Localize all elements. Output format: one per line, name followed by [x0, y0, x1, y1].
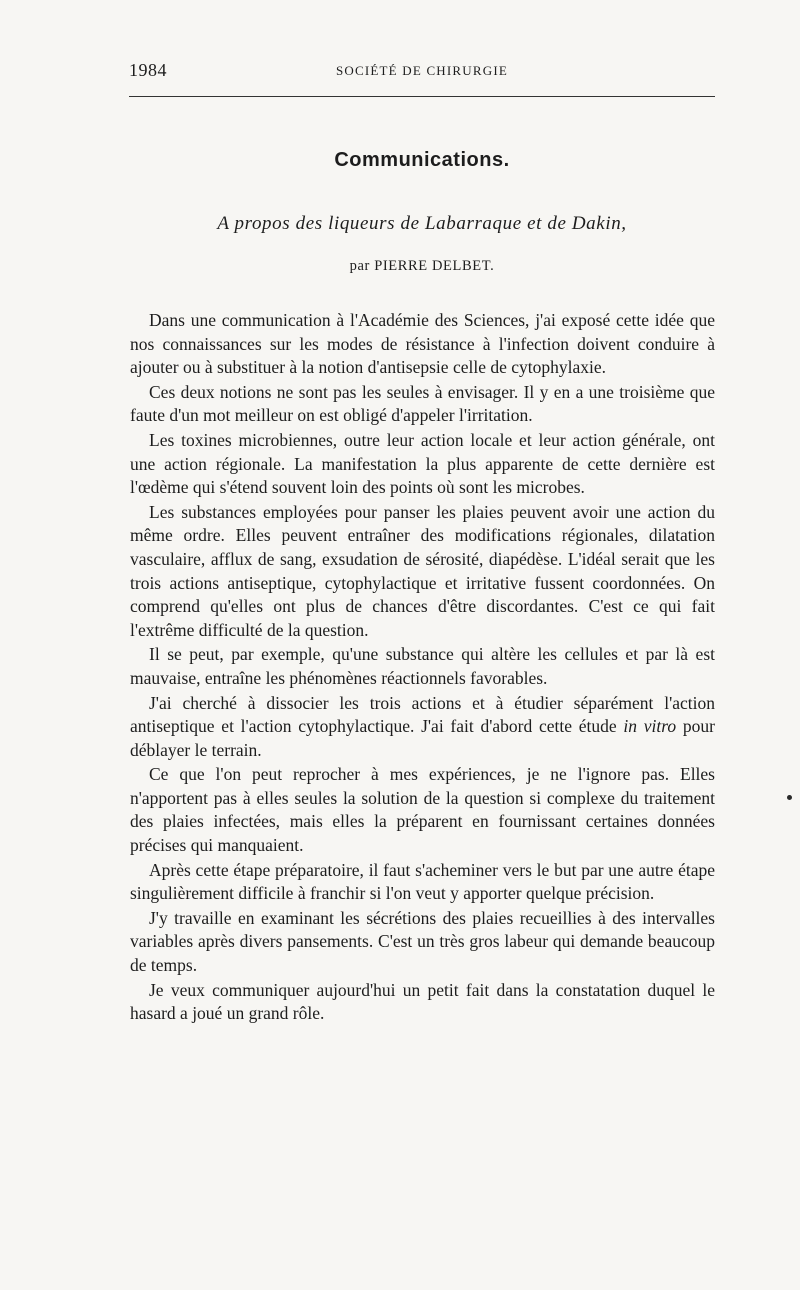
article-byline: par PIERRE DELBET.	[349, 258, 495, 274]
paragraph-3: Les toxines microbiennes, outre leur action locale et leur action générale, ont une action régionale. La manifestation la plus apparente de cette dernière est l'œdème qui s'étend souvent loin des points où sont les microbes.	[130, 429, 715, 498]
paragraph-6	[130, 692, 715, 763]
article-title: A propos des liqueurs de Labarraque et de Dakin,	[217, 213, 627, 234]
paragraph-8: Après cette étape préparatoire, il faut s'acheminer vers le but par une autre étape singulièrement difficile à franchir si l'on veut y apporter quelque précision.	[130, 859, 715, 904]
paragraph-6-emphasis: in vitro	[623, 716, 677, 737]
section-title: Communications.	[334, 149, 510, 171]
journal-title: SOCIÉTÉ DE CHIRURGIE	[335, 63, 509, 78]
paragraph-2: Ces deux notions ne sont pas les seules à envisager. Il y en a une troisième que faute d'un mot meilleur on est obligé d'appeler l'irritation.	[130, 381, 715, 426]
paragraph-1: Dans une communication à l'Académie des Sciences, j'ai exposé cette idée que nos connaissances sur les modes de résistance à l'infection doivent conduire à ajouter ou à substituer à la notion d'antisepsie celle de cytophylaxie.	[130, 310, 715, 378]
paragraph-7: Ce que l'on peut reprocher à mes expériences, je ne l'ignore pas. Elles n'apportent pas à elles seules la solution de la question si complexe du traitement des plaies infectées, mais elles la préparent en fournissant certaines données précises qui manquaient.	[130, 764, 715, 856]
paragraph-6-text-after: pour déblayer le terrain.	[130, 716, 715, 760]
paragraph-10: Je veux communiquer aujourd'hui un petit fait dans la constatation duquel le hasard a joué un grand rôle.	[130, 979, 715, 1024]
paragraph-4: Les substances employées pour panser les plaies peuvent avoir une action du même ordre. Elles peuvent entraîner des modifications régionales, dilatation vasculaire, afflux de sang, exsudation de sérosité, diapédèse. L'idéal serait que les trois actions antiseptique, cytophylactique et irritative fussent coordonnées. On comprend qu'elles ont plus de chances d'être discordantes. C'est ce qui fait l'extrême difficulté de la question.	[130, 501, 715, 640]
article-body	[130, 309, 715, 1027]
page-number: 1984	[129, 60, 167, 80]
header-rule	[129, 96, 715, 97]
running-head	[129, 60, 715, 82]
ink-speck	[787, 795, 792, 800]
paragraph-9: J'y travaille en examinant les sécrétions des plaies recueillies à des intervalles variables après divers pansements. C'est un très gros labeur qui demande beaucoup de temps.	[130, 907, 715, 976]
paragraph-5: Il se peut, par exemple, qu'une substance qui altère les cellules et par là est mauvaise, entraîne les phénomènes réactionnels favorables.	[130, 644, 715, 688]
paragraph-6-text-before: J'ai cherché à dissocier les trois actions et à étudier séparément l'action antiseptique et l'action cytophylactique. J'ai fait d'abord cette étude	[130, 692, 715, 737]
